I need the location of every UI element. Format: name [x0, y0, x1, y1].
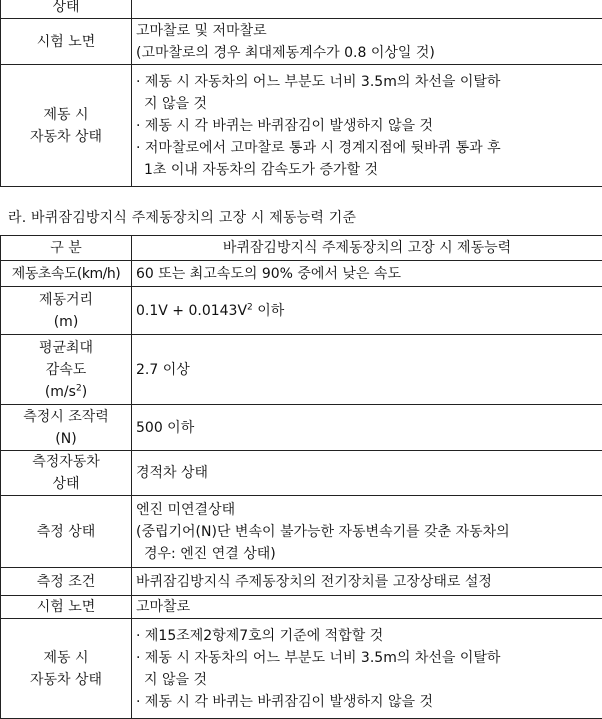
unit-close: )	[81, 383, 88, 400]
table-row	[1, 0, 602, 19]
label-text: 제동 시	[43, 649, 89, 666]
table-row	[1, 619, 602, 719]
header-cell-capability: 바퀴잠김방지식 주제동장치의 고장 시 제동능력	[132, 236, 602, 261]
label-text: (m)	[53, 313, 79, 330]
label-text: 상태	[52, 476, 80, 492]
label-text: 평균최대	[38, 339, 94, 356]
row-value	[132, 619, 602, 719]
label-text: 자동차 상태	[29, 128, 103, 145]
label-text: (N)	[55, 430, 77, 447]
label-text: 측정 조건	[36, 573, 96, 590]
value-line: (고마찰로의 경우 최대제동계수가 0.8 이상일 것)	[136, 44, 435, 61]
row-value	[132, 287, 602, 335]
label-text: 측정자동차	[32, 454, 100, 470]
label-text: 감속도	[45, 361, 87, 378]
table-row	[1, 261, 602, 287]
row-label	[1, 261, 132, 287]
label-text: 제동거리	[38, 291, 94, 308]
row-value	[132, 19, 602, 65]
value-line: (중립기어(N)단 변속이 불가능한 자동변속기를 갖춘 자동차의	[136, 523, 510, 540]
label-text: 자동차 상태	[29, 671, 103, 688]
table-row	[1, 596, 602, 619]
label-text: 측정 상태	[36, 523, 96, 540]
bullet-item: · 제동 시 자동차의 어느 부분도 너비 3.5m의 차선을 이탈하	[136, 649, 501, 666]
row-label	[1, 568, 132, 596]
bullet-item: · 저마찰로에서 고마찰로 통과 시 경계지점에 뒷바퀴 통과 후	[136, 139, 501, 156]
row-value: 바퀴잠김방지식 주제동장치의 전기장치를 고장상태로 설정	[132, 568, 602, 596]
table-row	[1, 19, 602, 65]
unit-exponent: 2	[75, 382, 82, 393]
label-text: 측정시 조작력	[23, 408, 109, 425]
row-label	[1, 19, 132, 65]
table-row	[1, 335, 602, 405]
header-cell-category: 구 분	[1, 236, 132, 261]
label-text: 상태	[52, 0, 80, 15]
row-value: 60 또는 최고속도의 90% 중에서 낮은 속도	[132, 261, 602, 287]
row-value	[132, 0, 602, 19]
bullet-item: · 제15조제2항제7호의 기준에 적합할 것	[136, 627, 384, 644]
bullet-continuation: 1초 이내 자동차의 감속도가 증가할 것	[144, 161, 379, 178]
row-label	[1, 619, 132, 719]
label-unit	[5, 381, 127, 403]
row-value	[132, 65, 602, 187]
row-value: 2.7 이상	[132, 335, 602, 405]
bullet-item: · 제동 시 각 바퀴는 바퀴잠김이 발생하지 않을 것	[136, 117, 434, 134]
row-label	[1, 405, 132, 451]
table-row	[1, 405, 602, 451]
section-heading: 라. 바퀴잠김방지식 주제동장치의 고장 시 제동능력 기준	[8, 210, 357, 226]
table-row	[1, 568, 602, 596]
formula-tail: 이하	[252, 302, 285, 319]
table-row	[1, 451, 602, 496]
bullet-continuation: 지 않을 것	[144, 95, 207, 112]
table-row	[1, 287, 602, 335]
value-line: 고마찰로 및 저마찰로	[136, 22, 267, 39]
bullet-item: · 제동 시 자동차의 어느 부분도 너비 3.5m의 차선을 이탈하	[136, 73, 501, 90]
formula-exponent: 2	[247, 301, 253, 312]
braking-criteria-table-1	[0, 0, 602, 187]
table-header-row	[1, 236, 602, 261]
row-label	[1, 0, 132, 19]
row-value: 고마찰로	[132, 596, 602, 619]
row-value	[132, 496, 602, 568]
row-label	[1, 451, 132, 496]
formula-text: 0.1V + 0.0143V	[136, 302, 248, 319]
row-value: 500 이하	[132, 405, 602, 451]
value-line: 엔진 미연결상태	[136, 501, 236, 518]
value-line: 경우: 엔진 연결 상태)	[144, 545, 276, 562]
table-row	[1, 65, 602, 187]
label-text: 제동 시	[43, 106, 89, 123]
label-text: 시험 노면	[36, 599, 96, 615]
label-text: 제동초속도(km/h)	[11, 265, 121, 282]
row-label	[1, 496, 132, 568]
table-row	[1, 496, 602, 568]
row-label	[1, 65, 132, 187]
braking-criteria-table-2	[0, 235, 602, 719]
row-label	[1, 596, 132, 619]
unit-text: (m/s	[44, 383, 76, 400]
row-value: 경적차 상태	[132, 451, 602, 496]
bullet-item: · 제동 시 각 바퀴는 바퀴잠김이 발생하지 않을 것	[136, 693, 434, 710]
row-label	[1, 287, 132, 335]
row-label	[1, 335, 132, 405]
bullet-continuation: 지 않을 것	[144, 671, 207, 688]
label-text: 시험 노면	[36, 33, 96, 50]
